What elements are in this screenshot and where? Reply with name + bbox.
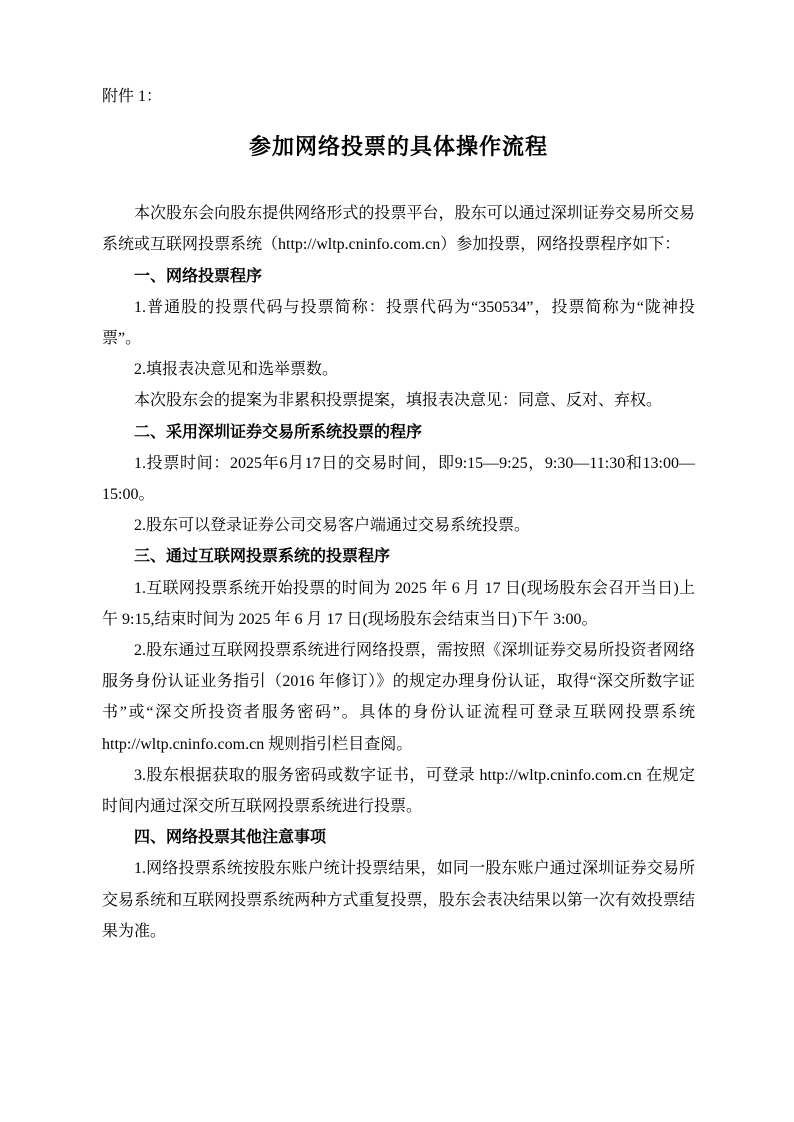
section-1-heading: 一、网络投票程序 — [134, 267, 263, 285]
section-4-paragraph-1: 1.网络投票系统按股东账户统计投票结果，如同一股东账户通过深圳证券交易所交易系统和互联网投票系统两种方式重复投票，股东会表决结果以第一次有效投票结果为准。 — [102, 860, 695, 940]
section-1-paragraph-1: 1.普通股的投票代码与投票简称：投票代码为“350534”，投票简称为“陇神投票”。 — [102, 298, 695, 348]
document-title: 参加网络投票的具体操作流程 — [248, 134, 548, 160]
attachment-label: 附件 1： — [102, 88, 163, 105]
section-3-paragraph-2: 2.股东通过互联网投票系统进行网络投票，需按照《深圳证券交易所投资者网络服务身份认证业务指引（2016 年修订）》的规定办理身份认证，取得“深交所数字证书”或“深交所投资者服务密码”。具体的身份认证流程可登录互联网投票系统 http://wltp.cninfo.com.cn 规则指引栏目查阅。 — [102, 642, 695, 753]
section-2-heading: 二、采用深圳证券交易所系统投票的程序 — [134, 423, 423, 441]
section-3-paragraph-3: 3.股东根据获取的服务密码或数字证书，可登录 http://wltp.cninfo.com.cn 在规定时间内通过深交所互联网投票系统进行投票。 — [102, 766, 695, 816]
section-1-paragraph-2: 2.填报表决意见和选举票数。 — [134, 361, 339, 379]
section-3-paragraph-1: 1.互联网投票系统开始投票的时间为 2025 年 6 月 17 日(现场股东会召开当日)上午 9:15,结束时间为 2025 年 6 月 17 日(现场股东会结束当日)下午 3:00。 — [102, 579, 695, 628]
section-2-paragraph-2: 2.股东可以登录证券公司交易客户端通过交易系统投票。 — [134, 517, 531, 535]
section-4-heading: 四、网络投票其他注意事项 — [134, 829, 327, 847]
section-2-paragraph-1: 1.投票时间：2025年6月17日的交易时间，即9:15—9:25，9:30—11:30和13:00—15:00。 — [102, 454, 695, 504]
section-1-paragraph-3: 本次股东会的提案为非累积投票提案，填报表决意见：同意、反对、弃权。 — [134, 392, 663, 410]
section-3-heading: 三、通过互联网投票系统的投票程序 — [134, 548, 391, 566]
intro-paragraph: 本次股东会向股东提供网络形式的投票平台，股东可以通过深圳证券交易所交易系统或互联网投票系统（http://wltp.cninfo.com.cn）参加投票，网络投票程序如下： — [102, 205, 695, 254]
